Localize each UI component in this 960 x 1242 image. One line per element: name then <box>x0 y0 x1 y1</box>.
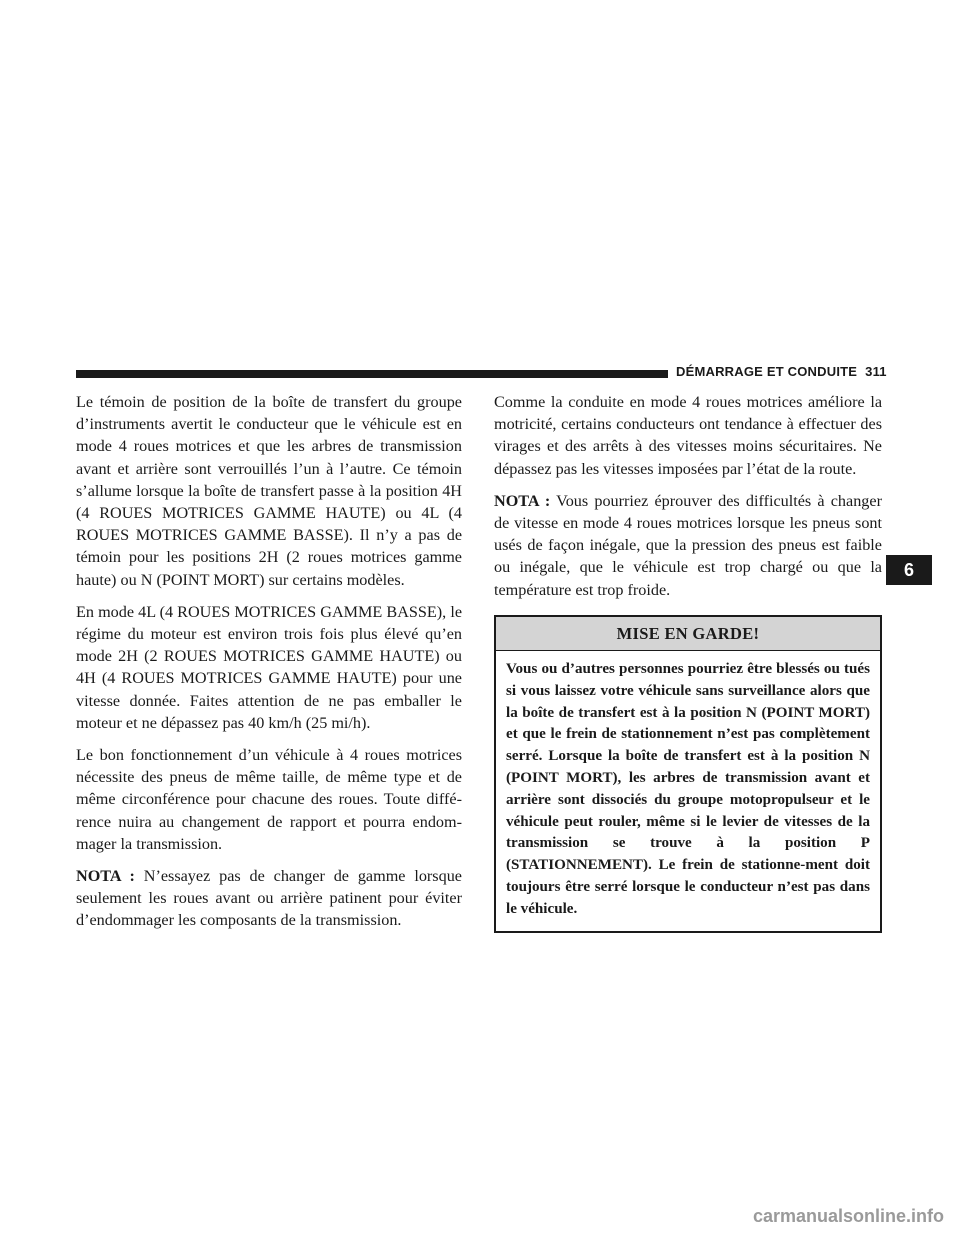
footer-watermark[interactable]: carmanualsonline.info <box>752 1206 944 1226</box>
paragraph: Comme la conduite en mode 4 roues motrices améliore la motricité, certains conducteurs ont tendance à effectuer des virages et des arrêts à des vitesses moins sécuritaires. Ne dépassez pas les vitesses imposées par l’état de la route. <box>494 393 882 478</box>
warning-title: MISE EN GARDE! <box>496 617 880 651</box>
right-column <box>494 391 882 933</box>
running-header <box>676 364 886 379</box>
paragraph: Le bon fonctionnement d’un véhicule à 4 roues motrices nécessite des pneus de même taille, de même type et de même circonférence pour chacune des roues. Toute diffé-rence nuira au changement de rapport et pourra endom-mager la transmission. <box>76 746 462 853</box>
page-number: 311 <box>865 364 887 379</box>
note-text: N’essayez pas de changer de gamme lorsque seulement les roues avant ou arrière patinent pour éviter d’endommager les composants de la transmission. <box>76 867 462 930</box>
note-label: NOTA : <box>76 867 135 886</box>
chapter-tab: 6 <box>886 555 932 585</box>
warning-body: Vous ou d’autres personnes pourriez être blessés ou tués si vous laissez votre véhicule sans surveillance alors que la boîte de transfert est à la position N (POINT MORT) et que le frein de stationnement n’est pas complètement serré. Lorsque la boîte de transfert est à la position N (POINT MORT), les arbres de transmission avant et arrière sont dissociés du groupe motopropulseur et le véhicule peut rouler, même si le levier de vitesses de la transmission se trouve à la position P (STATIONNEMENT). Le frein de stationne-ment doit toujours être serré lorsque le conducteur n’est pas dans le véhicule. <box>506 661 870 917</box>
note-paragraph <box>494 490 882 601</box>
note-label: NOTA : <box>494 491 551 510</box>
section-title: DÉMARRAGE ET CONDUITE <box>676 364 858 379</box>
warning-box <box>494 615 882 933</box>
paragraph: En mode 4L (4 ROUES MOTRICES GAMME BASSE), le régime du moteur est environ trois fois plus élevé qu’en mode 2H (2 ROUES MOTRICES GAMME HAUTE) ou 4H (4 ROUES MOTRICES GAMME HAUTE) pour une vitesse donnée. Faites attention de ne pas emballer le moteur et ne dépassez pas 40 km/h (25 mi/h). <box>76 602 462 732</box>
note-paragraph <box>76 865 462 932</box>
header-rule <box>76 370 668 378</box>
note-text: Vous pourriez éprouver des difficultés à changer de vitesse en mode 4 roues motrices lorsque les pneus sont usés de façon inégale, que la pression des pneus est faible ou inégale, que le véhicule est trop chargé ou que la température est trop froide. <box>494 491 882 599</box>
paragraph: Le témoin de position de la boîte de transfert du groupe d’instruments avertit le conducteur que le véhicule est en mode 4 roues motrices et que les arbres de transmission avant et arrière sont verrouillés l’un à l’autre. Ce témoin s’allume lorsque la boîte de transfert passe à la position 4H (4 ROUES MOTRICES GAMME HAUTE) ou 4L (4 ROUES MOTRICES GAMME BASSE). Il n’y a pas de témoin pour les positions 2H (2 roues motrices gamme haute) ou N (POINT MORT) sur certains modèles. <box>76 393 462 589</box>
left-column <box>76 391 462 942</box>
